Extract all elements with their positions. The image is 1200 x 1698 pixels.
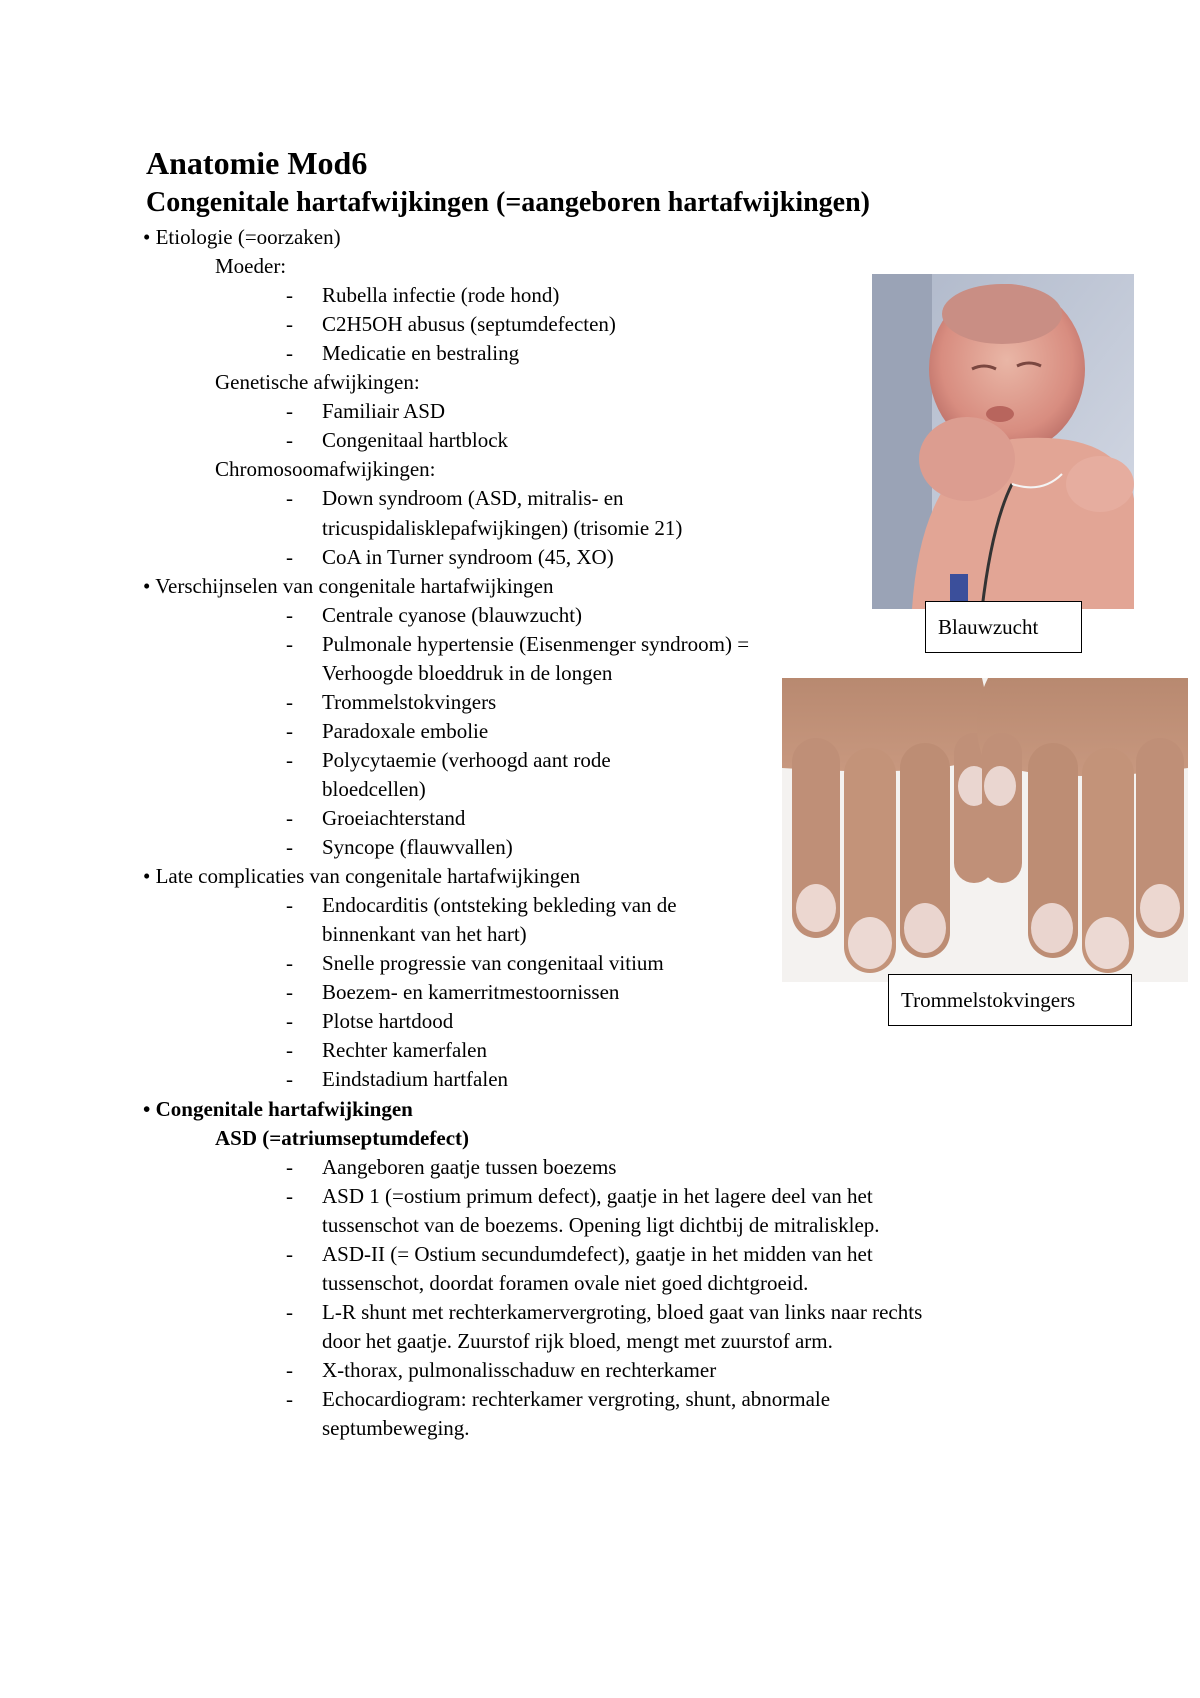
- bullet-dash: -: [286, 486, 293, 511]
- list-item: CoA in Turner syndroom (45, XO): [322, 544, 614, 569]
- list-item: door het gaatje. Zuurstof rijk bloed, mengt met zuurstof arm.: [322, 1328, 833, 1353]
- list-item: Echocardiogram: rechterkamer vergroting, shunt, abnormale: [322, 1387, 831, 1411]
- bullet-dash: -: [286, 689, 293, 714]
- bullet-dash: -: [286, 428, 293, 453]
- list-item: Congenitaal hartblock: [322, 428, 509, 453]
- section-heading: • Verschijnselen van congenitale hartafwijkingen: [143, 573, 554, 598]
- bullet-dash: -: [286, 1154, 293, 1179]
- bullet-dash: -: [286, 283, 293, 308]
- list-item: Eindstadium hartfalen: [322, 1067, 509, 1092]
- bullet-dash: -: [286, 747, 293, 772]
- subheading: Genetische afwijkingen:: [215, 370, 420, 395]
- bullet-dash: -: [286, 806, 293, 830]
- subheading: Moeder:: [215, 254, 287, 279]
- bullet-dash: -: [286, 1067, 293, 1092]
- list-item: Polycytaemie (verhoogd aant rode: [322, 747, 611, 772]
- subheading: Chromosoomafwijkingen:: [215, 457, 436, 482]
- document-title: Anatomie Mod6: [146, 145, 368, 181]
- bullet-dash: -: [286, 1241, 293, 1266]
- list-item: X-thorax, pulmonalisschaduw en rechterkamer: [322, 1357, 717, 1382]
- section-heading: • Late complicaties van congenitale hartafwijkingen: [143, 864, 581, 889]
- hands-photo: [782, 678, 1188, 982]
- list-item: L-R shunt met rechterkamervergroting, bloed gaat van links naar rechts: [322, 1299, 923, 1324]
- bullet-dash: -: [286, 893, 293, 918]
- section-heading: • Congenitale hartafwijkingen: [143, 1096, 413, 1121]
- list-item: Plotse hartdood: [322, 1009, 454, 1034]
- list-item: Down syndroom (ASD, mitralis- en: [322, 486, 624, 511]
- bullet-dash: -: [286, 1038, 293, 1063]
- list-item: Snelle progressie van congenitaal vitium: [322, 951, 664, 976]
- list-item: Boezem- en kamerritmestoornissen: [322, 980, 620, 1005]
- bullet-dash: -: [286, 399, 293, 424]
- list-item: Aangeboren gaatje tussen boezems: [322, 1154, 617, 1179]
- list-item: ASD 1 (=ostium primum defect), gaatje in het lagere deel van het: [322, 1183, 873, 1208]
- section-heading: • Etiologie (=oorzaken): [143, 225, 341, 249]
- list-item: Endocarditis (ontsteking bekleding van de: [322, 893, 677, 918]
- list-item: ASD-II (= Ostium secundumdefect), gaatje in het midden van het: [322, 1241, 873, 1266]
- list-item: Centrale cyanose (blauwzucht): [322, 602, 583, 627]
- list-item: Familiair ASD: [322, 399, 446, 424]
- baby-photo: [872, 274, 1134, 609]
- list-item: tricuspidalisklepafwijkingen) (trisomie 21): [322, 515, 683, 540]
- list-item: Syncope (flauwvallen): [322, 835, 513, 860]
- list-item: tussenschot van de boezems. Opening ligt dichtbij de mitralisklep.: [322, 1212, 880, 1237]
- subheading: ASD (=atriumseptumdefect): [215, 1125, 469, 1150]
- list-item: Rubella infectie (rode hond): [322, 283, 560, 308]
- document-subtitle: Congenitale hartafwijkingen (=aangeboren hartafwijkingen): [146, 187, 870, 218]
- list-item: Verhoogde bloeddruk in de longen: [322, 660, 613, 685]
- bullet-dash: -: [286, 312, 293, 337]
- hands-caption: [888, 974, 1132, 1026]
- list-item: tussenschot, doordat foramen ovale niet goed dichtgroeid.: [322, 1270, 809, 1295]
- list-item: Rechter kamerfalen: [322, 1038, 487, 1063]
- baby-caption: [925, 601, 1082, 653]
- bullet-dash: -: [286, 1387, 293, 1411]
- bullet-dash: -: [286, 602, 293, 627]
- list-item: C2H5OH abusus (septumdefecten): [322, 312, 616, 337]
- list-item: Groeiachterstand: [322, 806, 466, 830]
- list-item: bloedcellen): [322, 776, 426, 801]
- bullet-dash: -: [286, 835, 293, 860]
- list-item: septumbeweging.: [322, 1416, 470, 1441]
- list-item: Trommelstokvingers: [322, 689, 497, 714]
- list-item: Pulmonale hypertensie (Eisenmenger syndroom) =: [322, 631, 750, 656]
- list-item: binnenkant van het hart): [322, 922, 527, 947]
- bullet-dash: -: [286, 718, 293, 743]
- bullet-dash: -: [286, 980, 293, 1005]
- list-item: Medicatie en bestraling: [322, 341, 520, 366]
- bullet-dash: -: [286, 1299, 293, 1324]
- bullet-dash: -: [286, 631, 293, 656]
- bullet-dash: -: [286, 951, 293, 976]
- bullet-dash: -: [286, 341, 293, 366]
- hands-caption-text: Trommelstokvingers: [901, 988, 1076, 1012]
- bullet-dash: -: [286, 1009, 293, 1034]
- baby-caption-text: Blauwzucht: [938, 615, 1039, 639]
- bullet-dash: -: [286, 1183, 293, 1208]
- list-item: Paradoxale embolie: [322, 718, 489, 743]
- bullet-dash: -: [286, 1357, 293, 1382]
- bullet-dash: -: [286, 544, 293, 569]
